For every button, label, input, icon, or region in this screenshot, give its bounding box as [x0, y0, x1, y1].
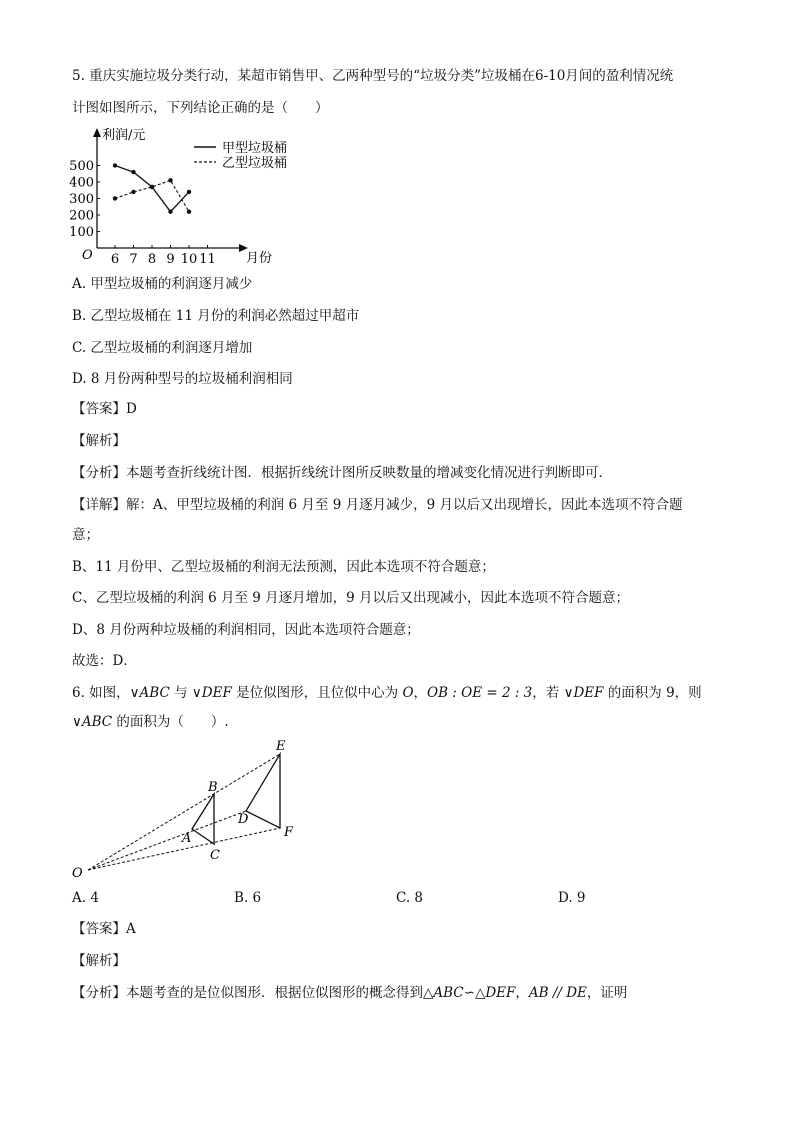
q6-triangle-abc: ∨ABC [72, 714, 113, 730]
q5-analysis-label [72, 431, 126, 451]
q6-stem-line2 [72, 712, 229, 732]
q6-option-c: C. 8 [396, 890, 424, 906]
series-1-point-7 [131, 190, 135, 194]
fenxi-text: 本题考查的是位似图形．根据位似图形的概念得到 [126, 985, 423, 1001]
analysis-label: 【解析】 [72, 953, 126, 969]
detail-label: 【详解】 [72, 497, 126, 513]
fenxi-tail: ，证明 [586, 985, 628, 1001]
label-b: B [208, 780, 218, 795]
series-0-point-10 [187, 190, 191, 194]
series-0-point-9 [168, 210, 172, 214]
label-e: E [276, 739, 286, 754]
q5-detail-line3: B、11 月份甲、乙型垃圾桶的利润无法预测，因此本选项不符合题意； [72, 559, 495, 575]
q5-option-d: D. 8 月份两种型号的垃圾桶利润相同 [72, 371, 293, 387]
label-c: C [210, 848, 220, 863]
q6-stem-part: 是位似图形，且位似中心为 [231, 685, 403, 701]
analysis-label: 【解析】 [72, 433, 126, 449]
q6-option-d: D. 9 [558, 890, 586, 906]
x-axis-label: 月份 [246, 251, 273, 266]
parallel-relation: AB // DE [528, 985, 587, 1001]
fenxi-label: 【分析】 [72, 985, 126, 1001]
q5-detail-line2: 意； [72, 527, 99, 543]
q6-stem-part: 的面积为（ ）. [112, 714, 229, 730]
y-axis-label: 利润/元 [102, 128, 146, 143]
q6-stem-part: 的面积为 9，则 [603, 685, 702, 701]
triangle-abc [192, 794, 214, 844]
q6-homothety-figure [66, 734, 306, 882]
label-d: D [238, 812, 249, 827]
x-tick-label-9: 9 [166, 252, 175, 266]
y-tick-label-400: 400 [69, 175, 94, 191]
q6-fenxi [72, 983, 627, 1003]
label-f: F [284, 825, 294, 840]
q6-ratio: OB : OE = 2 : 3 [427, 685, 533, 701]
y-tick-label-100: 100 [69, 225, 94, 240]
answer-label: 【答案】 [72, 401, 126, 417]
x-tick-label-7: 7 [129, 252, 138, 266]
ray-o-e [88, 754, 280, 870]
legend-series-1: 乙型垃圾桶 [222, 156, 288, 171]
series-1-point-8 [150, 185, 154, 189]
q5-answer [72, 399, 137, 419]
series-1-point-6 [113, 196, 117, 200]
y-tick-label-500: 500 [69, 159, 94, 174]
separator: ， [515, 985, 529, 1001]
q6-stem-part: ，若 [532, 685, 564, 701]
q5-fenxi [72, 463, 612, 483]
q6-stem-part: 6. 如图， [72, 685, 130, 701]
q5-option-c: C. 乙型垃圾桶的利润逐月增加 [72, 340, 253, 356]
origin-label: O [82, 248, 93, 263]
answer-value: D [126, 401, 137, 417]
q6-stem-part: 与 [169, 685, 192, 701]
q5-detail-line1 [72, 495, 682, 515]
q5-detail-line4: C、乙型垃圾桶的利润 6 月至 9 月逐月增加，9 月以后又出现减小，因此本选项不符合题意； [72, 590, 630, 606]
x-tick-label-11: 11 [199, 252, 216, 266]
similar-relation: △ABC∽△DEF [423, 985, 516, 1001]
q6-triangle-abc: ∨ABC [129, 685, 170, 701]
q5-option-a: A. 甲型垃圾桶的利润逐月减少 [72, 276, 253, 292]
label-a: A [182, 831, 192, 846]
q6-stem-part: ， [413, 685, 428, 701]
q5-conclusion: 故选：D． [72, 653, 137, 669]
series-1-point-9 [168, 178, 172, 182]
q6-analysis-label [72, 951, 126, 971]
series-0-point-6 [113, 163, 117, 167]
q6-center: O [402, 685, 414, 701]
x-tick-label-6: 6 [110, 252, 120, 266]
legend-series-0: 甲型垃圾桶 [222, 141, 288, 156]
detail-text: 解：A、甲型垃圾桶的利润 6 月至 9 月逐月减少，9 月以后又出现增长，因此本选项不符合题 [126, 497, 683, 513]
y-axis-arrow [93, 128, 101, 137]
y-tick-label-300: 300 [69, 192, 94, 207]
q6-triangle-def: ∨DEF [563, 685, 604, 701]
x-tick-label-10: 10 [180, 252, 198, 266]
q5-option-b: B. 乙型垃圾桶在 11 月份的利润必然超过甲超市 [72, 308, 360, 324]
q6-triangle-def: ∨DEF [191, 685, 232, 701]
label-o: O [72, 866, 83, 881]
fenxi-label: 【分析】 [72, 465, 126, 481]
q5-line-chart [60, 122, 310, 266]
q5-stem-line2: 计图如图所示，下列结论正确的是（ ） [72, 100, 329, 116]
series-1-point-10 [187, 210, 191, 214]
fenxi-text: 本题考查折线统计图．根据折线统计图所反映数量的增减变化情况进行判断即可． [126, 465, 612, 481]
answer-label: 【答案】 [72, 921, 126, 937]
x-tick-label-8: 8 [147, 252, 157, 266]
series-0-point-7 [131, 170, 135, 174]
q6-answer [72, 919, 136, 939]
q6-stem-line1 [72, 683, 702, 703]
q5-stem-line1: 5. 重庆实施垃圾分类行动，某超市销售甲、乙两种型号的“垃圾分类”垃圾桶在6-10月间的盈利情况统 [72, 68, 674, 84]
q5-detail-line5: D、8 月份两种垃圾桶的利润相同，因此本选项符合题意； [72, 622, 420, 638]
y-tick-label-200: 200 [69, 208, 94, 224]
q6-option-a: A. 4 [72, 890, 99, 906]
answer-value: A [126, 921, 136, 937]
triangle-def [246, 754, 280, 828]
q6-option-b: B. 6 [234, 890, 262, 906]
